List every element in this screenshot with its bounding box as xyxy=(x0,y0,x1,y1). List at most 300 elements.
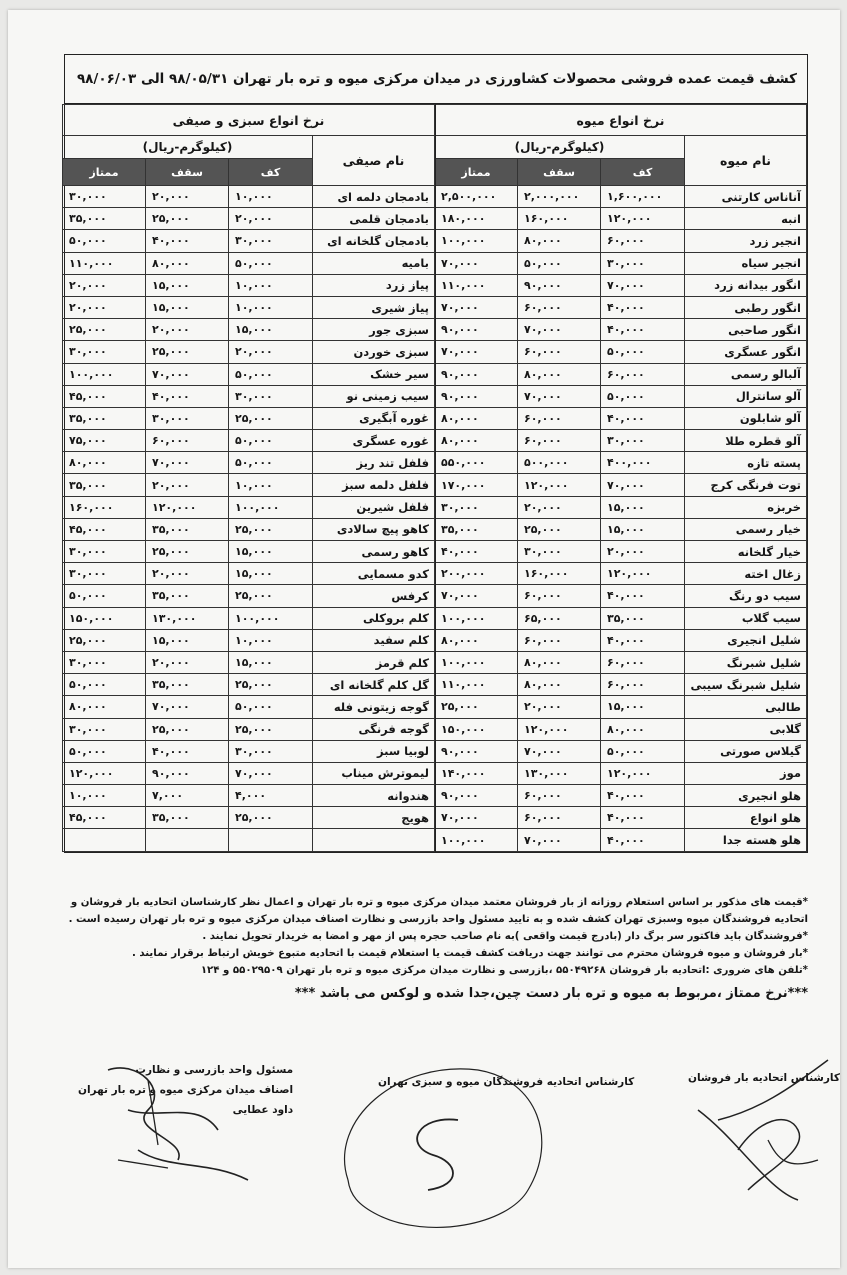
fruit-cell-premium: ۵۵۰,۰۰۰ xyxy=(434,452,517,474)
veg-cell-name: کدو مسمایی xyxy=(313,563,435,585)
fruit-cell-premium: ۷۰,۰۰۰ xyxy=(434,341,517,363)
veg-cell-min: ۱۰,۰۰۰ xyxy=(229,186,313,208)
veg-cell-name: فلفل دلمه سبز xyxy=(313,474,435,496)
fruit-cell-min: ۶۰,۰۰۰ xyxy=(601,230,685,252)
veg-cell-premium: ۲۰,۰۰۰ xyxy=(63,274,146,296)
veg-row xyxy=(63,718,435,740)
veg-cell-premium: ۴۵,۰۰۰ xyxy=(63,807,146,829)
fruit-cell-max: ۳۰,۰۰۰ xyxy=(518,541,601,563)
veg-row xyxy=(63,607,435,629)
veg-cell-premium: ۵۰,۰۰۰ xyxy=(63,674,146,696)
fruit-cell-name: انگور صاحبی xyxy=(685,319,807,341)
fruit-cell-name: هلو انجیری xyxy=(685,785,807,807)
fruit-row xyxy=(434,563,806,585)
signature-block-wholesale-union: کارشناس اتحادیه بار فروشان xyxy=(688,1072,840,1084)
fruit-cell-name: گیلاس صورتی xyxy=(685,740,807,762)
veg-row xyxy=(63,208,435,230)
veg-cell-premium xyxy=(63,829,146,851)
veg-cell-max: ۱۵,۰۰۰ xyxy=(146,629,229,651)
fruit-cell-premium: ۹۰,۰۰۰ xyxy=(434,785,517,807)
fruit-cell-premium: ۸۰,۰۰۰ xyxy=(434,407,517,429)
note-line: *تلفن های ضروری :اتحادیه بار فروشان ۵۵۰۴۹۲۶۸ ،بازرسی و نظارت میدان مرکزی میوه و تره بار تهران ۵۵۰۲۹۵۰۹ و ۱۲۴ xyxy=(200,965,808,976)
veg-cell-name: غوره آبگیری xyxy=(313,407,435,429)
veg-cell-premium: ۵۰,۰۰۰ xyxy=(63,740,146,762)
veg-cell-min: ۱۰,۰۰۰ xyxy=(229,274,313,296)
veg-cell-min: ۳۰,۰۰۰ xyxy=(229,385,313,407)
veg-cell-premium: ۳۰,۰۰۰ xyxy=(63,651,146,673)
veg-cell-max: ۱۳۰,۰۰۰ xyxy=(146,607,229,629)
veg-cell-name: بامیه xyxy=(313,252,435,274)
veg-cell-min: ۲۵,۰۰۰ xyxy=(229,407,313,429)
veg-cell-premium: ۴۵,۰۰۰ xyxy=(63,518,146,540)
fruit-cell-min: ۴۰,۰۰۰ xyxy=(601,296,685,318)
fruit-cell-max: ۲۰,۰۰۰ xyxy=(518,496,601,518)
fruit-col-premium: ممتاز xyxy=(434,159,517,186)
veg-table xyxy=(62,104,435,852)
veg-row xyxy=(63,430,435,452)
fruit-cell-min: ۴۰,۰۰۰ xyxy=(601,829,685,851)
fruit-cell-max: ۱۶۰,۰۰۰ xyxy=(518,208,601,230)
fruit-row xyxy=(434,718,806,740)
fruit-cell-max: ۸۰,۰۰۰ xyxy=(518,674,601,696)
veg-cell-max: ۲۰,۰۰۰ xyxy=(146,651,229,673)
fruit-cell-premium: ۷۰,۰۰۰ xyxy=(434,585,517,607)
veg-cell-premium: ۱۱۰,۰۰۰ xyxy=(63,252,146,274)
veg-cell-max: ۲۵,۰۰۰ xyxy=(146,341,229,363)
veg-cell-min xyxy=(229,829,313,851)
fruit-cell-premium: ۹۰,۰۰۰ xyxy=(434,740,517,762)
fruit-cell-premium: ۲,۵۰۰,۰۰۰ xyxy=(434,186,517,208)
veg-cell-name: بادمجان قلمی xyxy=(313,208,435,230)
veg-cell-premium: ۲۰,۰۰۰ xyxy=(63,296,146,318)
fruit-cell-name: انجیر سیاه xyxy=(685,252,807,274)
price-sheet xyxy=(64,54,808,853)
veg-cell-max: ۳۵,۰۰۰ xyxy=(146,807,229,829)
veg-cell-name: کلم بروکلی xyxy=(313,607,435,629)
fruit-cell-name: سیب دو رنگ xyxy=(685,585,807,607)
veg-row xyxy=(63,563,435,585)
veg-cell-max: ۲۵,۰۰۰ xyxy=(146,718,229,740)
fruit-cell-name: طالبی xyxy=(685,696,807,718)
veg-name-header: نام صیفی xyxy=(313,136,435,186)
veg-row xyxy=(63,341,435,363)
fruit-cell-premium: ۱۱۰,۰۰۰ xyxy=(434,274,517,296)
veg-cell-min: ۱۵,۰۰۰ xyxy=(229,651,313,673)
fruit-cell-max: ۶۰,۰۰۰ xyxy=(518,430,601,452)
fruit-rows xyxy=(434,186,806,852)
veg-cell-max: ۱۵,۰۰۰ xyxy=(146,296,229,318)
veg-cell-min: ۱۰,۰۰۰ xyxy=(229,474,313,496)
fruit-cell-premium: ۱۴۰,۰۰۰ xyxy=(434,762,517,784)
handwritten-signature-left xyxy=(48,1050,268,1200)
fruit-table xyxy=(434,104,807,852)
veg-cell-name: غوره عسگری xyxy=(313,430,435,452)
fruit-cell-max: ۶۰,۰۰۰ xyxy=(518,296,601,318)
fruit-cell-premium: ۱۰۰,۰۰۰ xyxy=(434,607,517,629)
veg-cell-max: ۲۰,۰۰۰ xyxy=(146,319,229,341)
veg-cell-max: ۴۰,۰۰۰ xyxy=(146,385,229,407)
fruit-section xyxy=(436,104,807,852)
fruit-cell-premium: ۸۰,۰۰۰ xyxy=(434,430,517,452)
veg-cell-max: ۲۰,۰۰۰ xyxy=(146,474,229,496)
fruit-name-header: نام میوه xyxy=(685,136,807,186)
fruit-cell-min: ۱۵,۰۰۰ xyxy=(601,496,685,518)
veg-cell-premium: ۵۰,۰۰۰ xyxy=(63,230,146,252)
fruit-row xyxy=(434,252,806,274)
notes-section xyxy=(64,894,808,1002)
veg-cell-name: لیموترش میناب xyxy=(313,762,435,784)
veg-col-min: کف xyxy=(229,159,313,186)
fruit-cell-min: ۴۰,۰۰۰ xyxy=(601,785,685,807)
fruit-cell-min: ۶۰,۰۰۰ xyxy=(601,651,685,673)
veg-cell-min: ۲۵,۰۰۰ xyxy=(229,585,313,607)
veg-cell-min: ۱۵,۰۰۰ xyxy=(229,319,313,341)
veg-cell-premium: ۱۰۰,۰۰۰ xyxy=(63,363,146,385)
veg-row xyxy=(63,829,435,851)
fruit-cell-name: شلیل شبرنگ سیبی xyxy=(685,674,807,696)
fruit-cell-name: موز xyxy=(685,762,807,784)
signature-org: اصناف میدان مرکزی میوه و تره بار تهران xyxy=(78,1084,294,1096)
fruit-row xyxy=(434,541,806,563)
fruit-cell-max: ۶۰,۰۰۰ xyxy=(518,407,601,429)
fruit-row xyxy=(434,740,806,762)
fruit-row xyxy=(434,208,806,230)
note-line: *بار فروشان و میوه فروشان محترم می توانند جهت دریافت کشف قیمت یا استعلام قیمت با اتحادیه متبوع خویش ارتباط برقرار نمایند . xyxy=(131,948,808,959)
veg-row xyxy=(63,363,435,385)
veg-row xyxy=(63,585,435,607)
veg-cell-name: گل کلم گلخانه ای xyxy=(313,674,435,696)
veg-section xyxy=(65,104,436,852)
veg-cell-max: ۲۰,۰۰۰ xyxy=(146,563,229,585)
veg-cell-max xyxy=(146,829,229,851)
fruit-row xyxy=(434,452,806,474)
veg-cell-premium: ۳۵,۰۰۰ xyxy=(63,208,146,230)
veg-cell-min: ۲۰,۰۰۰ xyxy=(229,341,313,363)
fruit-cell-min: ۸۰,۰۰۰ xyxy=(601,718,685,740)
fruit-cell-max: ۹۰,۰۰۰ xyxy=(518,274,601,296)
veg-row xyxy=(63,385,435,407)
veg-row xyxy=(63,452,435,474)
fruit-row xyxy=(434,629,806,651)
veg-row xyxy=(63,474,435,496)
veg-cell-min: ۵۰,۰۰۰ xyxy=(229,696,313,718)
veg-cell-max: ۴۰,۰۰۰ xyxy=(146,740,229,762)
veg-cell-name xyxy=(313,829,435,851)
fruit-cell-max: ۱۲۰,۰۰۰ xyxy=(518,474,601,496)
fruit-cell-min: ۶۰,۰۰۰ xyxy=(601,674,685,696)
fruit-cell-name: آلو سانترال xyxy=(685,385,807,407)
veg-row xyxy=(63,407,435,429)
veg-row xyxy=(63,496,435,518)
fruit-cell-name: گلابی xyxy=(685,718,807,740)
veg-cell-premium: ۸۰,۰۰۰ xyxy=(63,452,146,474)
fruit-cell-min: ۷۰,۰۰۰ xyxy=(601,474,685,496)
veg-cell-min: ۲۵,۰۰۰ xyxy=(229,807,313,829)
fruit-cell-max: ۵۰,۰۰۰ xyxy=(518,252,601,274)
fruit-cell-premium: ۹۰,۰۰۰ xyxy=(434,363,517,385)
veg-cell-name: فلفل تند ریز xyxy=(313,452,435,474)
fruit-cell-premium: ۷۰,۰۰۰ xyxy=(434,252,517,274)
fruit-row xyxy=(434,430,806,452)
veg-row xyxy=(63,807,435,829)
fruit-cell-premium: ۲۰۰,۰۰۰ xyxy=(434,563,517,585)
veg-cell-premium: ۴۵,۰۰۰ xyxy=(63,385,146,407)
fruit-row xyxy=(434,186,806,208)
signature-person: داود عطایی xyxy=(232,1104,294,1116)
fruit-cell-premium: ۳۰,۰۰۰ xyxy=(434,496,517,518)
fruit-cell-name: خیار رسمی xyxy=(685,518,807,540)
fruit-cell-name: شلیل انجیری xyxy=(685,629,807,651)
fruit-cell-premium: ۹۰,۰۰۰ xyxy=(434,319,517,341)
veg-cell-max: ۳۵,۰۰۰ xyxy=(146,518,229,540)
fruit-cell-name: آلو قطره طلا xyxy=(685,430,807,452)
veg-row xyxy=(63,186,435,208)
fruit-cell-name: انگور رطبی xyxy=(685,296,807,318)
fruit-cell-premium: ۱۵۰,۰۰۰ xyxy=(434,718,517,740)
veg-cell-name: سبزی جور xyxy=(313,319,435,341)
veg-row xyxy=(63,541,435,563)
fruit-cell-max: ۸۰,۰۰۰ xyxy=(518,651,601,673)
veg-cell-max: ۱۵,۰۰۰ xyxy=(146,274,229,296)
veg-cell-name: بادمجان گلخانه ای xyxy=(313,230,435,252)
fruit-cell-min: ۱۲۰,۰۰۰ xyxy=(601,762,685,784)
veg-cell-min: ۱۰,۰۰۰ xyxy=(229,296,313,318)
fruit-cell-name: خیار گلخانه xyxy=(685,541,807,563)
veg-cell-premium: ۱۶۰,۰۰۰ xyxy=(63,496,146,518)
fruit-cell-min: ۴۰,۰۰۰ xyxy=(601,319,685,341)
fruit-cell-premium: ۹۰,۰۰۰ xyxy=(434,385,517,407)
veg-cell-max: ۳۰,۰۰۰ xyxy=(146,407,229,429)
veg-cell-name: گوجه فرنگی xyxy=(313,718,435,740)
fruit-cell-name: خربزه xyxy=(685,496,807,518)
veg-unit: (کیلوگرم-ریال) xyxy=(63,136,313,159)
veg-cell-name: گوجه زیتونی فله xyxy=(313,696,435,718)
fruit-row xyxy=(434,496,806,518)
fruit-cell-name: هلو هسته جدا xyxy=(685,829,807,851)
veg-cell-min: ۴,۰۰۰ xyxy=(229,785,313,807)
fruit-cell-name: آلو شابلون xyxy=(685,407,807,429)
document-title: کشف قیمت عمده فروشی محصولات کشاورزی در میدان مرکزی میوه و تره بار تهران ۹۸/۰۵/۳۱ الی ۹۸/۰۶/۰۳ xyxy=(64,54,808,103)
veg-cell-premium: ۳۵,۰۰۰ xyxy=(63,407,146,429)
fruit-cell-max: ۶۰,۰۰۰ xyxy=(518,585,601,607)
fruit-cell-max: ۷۰,۰۰۰ xyxy=(518,385,601,407)
veg-cell-min: ۲۰,۰۰۰ xyxy=(229,208,313,230)
veg-row xyxy=(63,740,435,762)
veg-cell-max: ۷۰,۰۰۰ xyxy=(146,452,229,474)
veg-cell-max: ۷۰,۰۰۰ xyxy=(146,363,229,385)
document-page xyxy=(8,10,840,1268)
fruit-row xyxy=(434,674,806,696)
veg-cell-premium: ۱۵۰,۰۰۰ xyxy=(63,607,146,629)
fruit-cell-premium: ۱۰۰,۰۰۰ xyxy=(434,829,517,851)
veg-cell-name: کاهو رسمی xyxy=(313,541,435,563)
veg-rows xyxy=(63,186,435,852)
fruit-cell-max: ۶۰,۰۰۰ xyxy=(518,807,601,829)
fruit-cell-min: ۳۰,۰۰۰ xyxy=(601,252,685,274)
fruit-cell-min: ۱۲۰,۰۰۰ xyxy=(601,563,685,585)
note-line: *فروشندگان باید فاکتور سر برگ دار (بادرج قیمت واقعی )به نام صاحب حجره پس از مهر و امضا به خریدار تحویل نمایند . xyxy=(202,931,808,942)
fruit-cell-name: پسته تازه xyxy=(685,452,807,474)
veg-cell-name: پیاز زرد xyxy=(313,274,435,296)
fruit-cell-max: ۸۰,۰۰۰ xyxy=(518,230,601,252)
fruit-cell-premium: ۴۰,۰۰۰ xyxy=(434,541,517,563)
fruit-cell-min: ۳۰,۰۰۰ xyxy=(601,430,685,452)
veg-cell-min: ۵۰,۰۰۰ xyxy=(229,252,313,274)
veg-row xyxy=(63,651,435,673)
fruit-cell-min: ۱,۶۰۰,۰۰۰ xyxy=(601,186,685,208)
veg-cell-name: سیر خشک xyxy=(313,363,435,385)
fruit-row xyxy=(434,785,806,807)
fruit-row xyxy=(434,230,806,252)
premium-note: ***نرخ ممتاز ،مربوط به میوه و تره بار دست چین،جدا شده و لوکس می باشد *** xyxy=(294,986,808,1001)
veg-row xyxy=(63,230,435,252)
veg-cell-min: ۳۰,۰۰۰ xyxy=(229,230,313,252)
fruit-cell-max: ۱۳۰,۰۰۰ xyxy=(518,762,601,784)
fruit-cell-min: ۴۰,۰۰۰ xyxy=(601,407,685,429)
veg-cell-max: ۳۵,۰۰۰ xyxy=(146,585,229,607)
note-line: *قیمت های مذکور بر اساس استعلام روزانه از بار فروشان معتمد میدان مرکزی میوه و تره بار تهران و اعمال نظر کارشناسان اتحادیه بار فروشان و xyxy=(70,897,808,908)
veg-cell-premium: ۸۰,۰۰۰ xyxy=(63,696,146,718)
fruit-row xyxy=(434,607,806,629)
veg-cell-premium: ۲۵,۰۰۰ xyxy=(63,319,146,341)
handwritten-signature-right xyxy=(678,1050,847,1220)
veg-cell-min: ۱۰۰,۰۰۰ xyxy=(229,607,313,629)
fruit-cell-name: انگور عسگری xyxy=(685,341,807,363)
fruit-cell-premium: ۳۵,۰۰۰ xyxy=(434,518,517,540)
fruit-row xyxy=(434,296,806,318)
veg-cell-premium: ۷۵,۰۰۰ xyxy=(63,430,146,452)
veg-cell-premium: ۲۵,۰۰۰ xyxy=(63,629,146,651)
fruit-cell-premium: ۷۰,۰۰۰ xyxy=(434,296,517,318)
fruit-cell-name: آناناس کارتنی xyxy=(685,186,807,208)
fruit-row xyxy=(434,385,806,407)
veg-cell-max: ۲۰,۰۰۰ xyxy=(146,186,229,208)
veg-cell-premium: ۳۰,۰۰۰ xyxy=(63,341,146,363)
veg-cell-max: ۲۵,۰۰۰ xyxy=(146,541,229,563)
veg-row xyxy=(63,696,435,718)
veg-row xyxy=(63,629,435,651)
veg-cell-name: هویج xyxy=(313,807,435,829)
veg-cell-max: ۷۰,۰۰۰ xyxy=(146,696,229,718)
fruit-cell-max: ۶۵,۰۰۰ xyxy=(518,607,601,629)
fruit-cell-min: ۶۰,۰۰۰ xyxy=(601,363,685,385)
fruit-cell-max: ۱۲۰,۰۰۰ xyxy=(518,718,601,740)
fruit-cell-min: ۱۵,۰۰۰ xyxy=(601,696,685,718)
veg-cell-premium: ۳۰,۰۰۰ xyxy=(63,563,146,585)
fruit-row xyxy=(434,319,806,341)
fruit-cell-min: ۴۰,۰۰۰ xyxy=(601,629,685,651)
veg-row xyxy=(63,674,435,696)
veg-cell-premium: ۱۲۰,۰۰۰ xyxy=(63,762,146,784)
veg-cell-min: ۱۰,۰۰۰ xyxy=(229,629,313,651)
veg-cell-name: کاهو پیچ سالادی xyxy=(313,518,435,540)
fruit-cell-premium: ۱۰۰,۰۰۰ xyxy=(434,651,517,673)
veg-row xyxy=(63,319,435,341)
fruit-cell-premium: ۱۷۰,۰۰۰ xyxy=(434,474,517,496)
veg-cell-name: پیاز شیری xyxy=(313,296,435,318)
veg-cell-name: سیب زمینی نو xyxy=(313,385,435,407)
veg-cell-max: ۹۰,۰۰۰ xyxy=(146,762,229,784)
veg-cell-premium: ۳۵,۰۰۰ xyxy=(63,474,146,496)
fruit-cell-name: هلو انواع xyxy=(685,807,807,829)
veg-cell-max: ۶۰,۰۰۰ xyxy=(146,430,229,452)
fruit-cell-max: ۶۰,۰۰۰ xyxy=(518,341,601,363)
fruit-cell-name: سیب گلاب xyxy=(685,607,807,629)
fruit-cell-min: ۴۰,۰۰۰ xyxy=(601,807,685,829)
fruit-cell-min: ۵۰,۰۰۰ xyxy=(601,740,685,762)
fruit-row xyxy=(434,341,806,363)
veg-row xyxy=(63,762,435,784)
fruit-cell-min: ۴۰,۰۰۰ xyxy=(601,585,685,607)
fruit-cell-name: انبه xyxy=(685,208,807,230)
veg-col-max: سقف xyxy=(146,159,229,186)
veg-cell-min: ۲۵,۰۰۰ xyxy=(229,674,313,696)
note-line: اتحادیه فروشندگان میوه وسبزی تهران کشف شده و به تایید مسئول واحد بازرسی و نظارت اصناف میدان مرکزی میوه و تره بار تهران رسیده است . xyxy=(68,914,808,925)
fruit-row xyxy=(434,829,806,851)
veg-cell-min: ۷۰,۰۰۰ xyxy=(229,762,313,784)
fruit-cell-premium: ۱۸۰,۰۰۰ xyxy=(434,208,517,230)
veg-cell-premium: ۵۰,۰۰۰ xyxy=(63,585,146,607)
veg-cell-min: ۱۵,۰۰۰ xyxy=(229,541,313,563)
veg-header: نرخ انواع سبزی و صیفی xyxy=(63,105,435,136)
veg-cell-max: ۱۲۰,۰۰۰ xyxy=(146,496,229,518)
fruit-row xyxy=(434,363,806,385)
veg-cell-premium: ۱۰,۰۰۰ xyxy=(63,785,146,807)
fruit-row xyxy=(434,807,806,829)
fruit-cell-min: ۵۰,۰۰۰ xyxy=(601,385,685,407)
veg-row xyxy=(63,274,435,296)
veg-row xyxy=(63,296,435,318)
fruit-cell-premium: ۲۵,۰۰۰ xyxy=(434,696,517,718)
fruit-cell-min: ۱۵,۰۰۰ xyxy=(601,518,685,540)
veg-cell-name: هندوانه xyxy=(313,785,435,807)
fruit-row xyxy=(434,518,806,540)
fruit-row xyxy=(434,407,806,429)
fruit-row xyxy=(434,274,806,296)
veg-cell-max: ۲۵,۰۰۰ xyxy=(146,208,229,230)
veg-cell-premium: ۳۰,۰۰۰ xyxy=(63,186,146,208)
veg-cell-min: ۲۵,۰۰۰ xyxy=(229,718,313,740)
fruit-cell-min: ۱۲۰,۰۰۰ xyxy=(601,208,685,230)
price-grid xyxy=(64,103,808,853)
veg-cell-premium: ۳۰,۰۰۰ xyxy=(63,718,146,740)
veg-row xyxy=(63,785,435,807)
fruit-row xyxy=(434,474,806,496)
fruit-cell-max: ۲,۰۰۰,۰۰۰ xyxy=(518,186,601,208)
veg-cell-name: کلم قرمز xyxy=(313,651,435,673)
fruit-cell-name: شلیل شبرنگ xyxy=(685,651,807,673)
fruit-cell-min: ۲۰,۰۰۰ xyxy=(601,541,685,563)
fruit-cell-max: ۲۵,۰۰۰ xyxy=(518,518,601,540)
veg-cell-min: ۵۰,۰۰۰ xyxy=(229,363,313,385)
fruit-cell-min: ۵۰,۰۰۰ xyxy=(601,341,685,363)
fruit-unit: (کیلوگرم-ریال) xyxy=(434,136,684,159)
veg-row xyxy=(63,518,435,540)
signature-block-fruit-union: کارشناس اتحادیه فروشندگان میوه و سبزی تهران xyxy=(378,1076,635,1088)
veg-cell-name: لوبیا سبز xyxy=(313,740,435,762)
veg-cell-max: ۷,۰۰۰ xyxy=(146,785,229,807)
fruit-cell-max: ۲۰,۰۰۰ xyxy=(518,696,601,718)
fruit-row xyxy=(434,651,806,673)
fruit-cell-max: ۷۰,۰۰۰ xyxy=(518,319,601,341)
fruit-cell-name: انجیر زرد xyxy=(685,230,807,252)
fruit-cell-min: ۷۰,۰۰۰ xyxy=(601,274,685,296)
veg-cell-min: ۵۰,۰۰۰ xyxy=(229,430,313,452)
fruit-cell-min: ۴۰۰,۰۰۰ xyxy=(601,452,685,474)
fruit-cell-max: ۸۰,۰۰۰ xyxy=(518,363,601,385)
fruit-cell-name: انگور بیدانه زرد xyxy=(685,274,807,296)
veg-cell-name: کلم سفید xyxy=(313,629,435,651)
